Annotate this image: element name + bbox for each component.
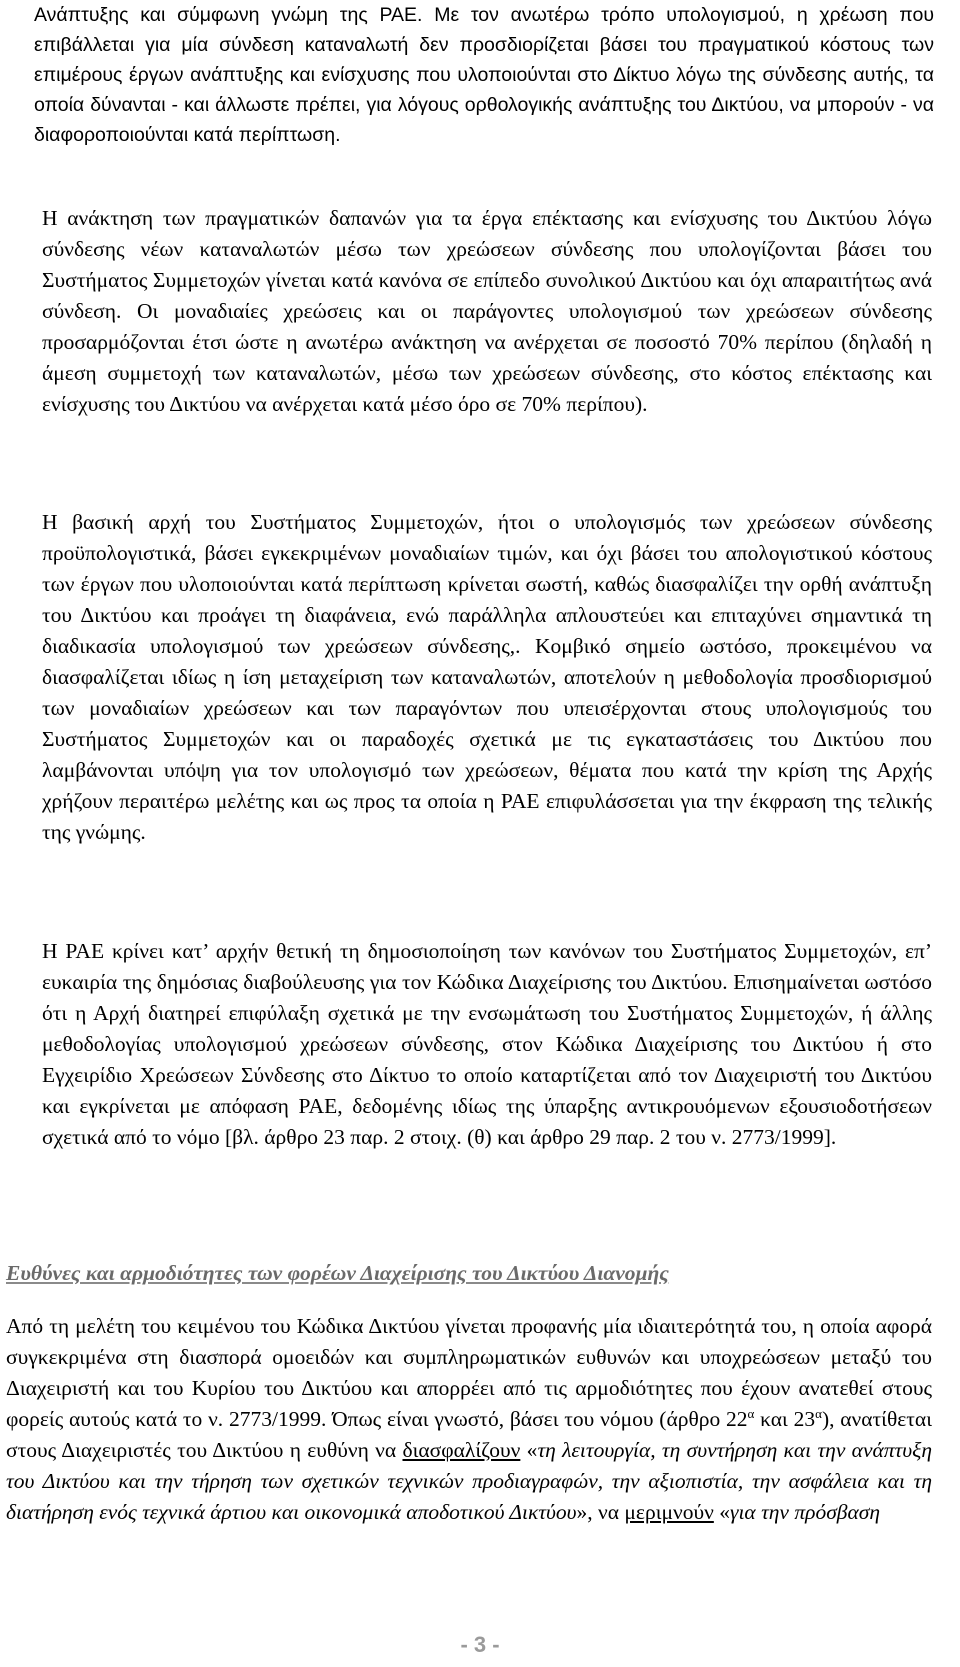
italic-quote-2: για την πρόσβαση [729, 1500, 881, 1524]
para4-text-4: « [520, 1438, 538, 1462]
paragraph-rae-position: Η ΡΑΕ κρίνει κατ’ αρχήν θετική τη δημοσιοποίηση των κανόνων του Συστήματος Συμμετοχών, επ’ ευκαιρία της δημόσιας διαβούλευσης για τον Κώδικα Διαχείρισης του Δικτύου. Επισημαίνεται ωστόσο ότι η Αρχή διατηρεί επιφύλαξη σχετικά με την ενσωμάτωση του Συστήματος Συμμετοχών, ή άλλης μεθοδολογίας υπολογισμού χρεώσεων σύνδεσης, στον Κώδικα Διαχείρισης του Δικτύου ή στο Εγχειρίδιο Χρεώσεων Σύνδεσης στο Δίκτυο το οποίο καταρτίζεται από τον Διαχειριστή του Δικτύου και εγκρίνεται με απόφαση ΡΑΕ, δεδομένης ιδίως της ύπαρξης αντικρουόμενων εξουσιοδοτήσεων σχετικά από το νόμο [βλ. άρθρο 23 παρ. 2 στοιχ. (θ) και άρθρο 29 παρ. 2 του ν. 2773/1999]. [42, 939, 932, 1149]
superscript-alpha-2: α [815, 1405, 822, 1421]
para4-text-6: « [713, 1500, 730, 1524]
para4-text-2: και 23 [754, 1407, 816, 1431]
para4-text-5: », να [576, 1500, 625, 1524]
intro-paragraph: Ανάπτυξης και σύμφωνη γνώμη της ΡΑΕ. Με τον ανωτέρω τρόπο υπολογισμού, η χρέωση που επιβάλλεται για μία σύνδεση καταναλωτή δεν προσδιορίζεται βάσει του πραγματικού κόστους των επιμέρους έργων ανάπτυξης και ενίσχυσης που υλοποιούνται στο Δίκτυο λόγω της σύνδεσης αυτής, τα οποία δύνανται - και άλλωστε πρέπει, για λόγους ορθολογικής ανάπτυξης του Δικτύου, να μπορούν - να διαφοροποιούνται κατά περίπτωση. [34, 4, 934, 146]
underlined-term-2: μεριμνούν [624, 1500, 714, 1524]
italic-quote-1: τη λειτουργία, τη συντήρηση και την ανάπτυξη του Δικτύου και την τήρηση των σχετικών τεχνικών προδιαγραφών, την αξιοπιστία, την ασφάλεια και τη διατήρηση ενός τεχνικά άρτιου και οικονομικά αποδοτικού Δικτύου [6, 1438, 932, 1524]
paragraph-responsibilities [6, 1311, 932, 1528]
paragraph-basic-principle: Η βασική αρχή του Συστήματος Συμμετοχών, ήτοι ο υπολογισμός των χρεώσεων σύνδεσης προϋπολογιστικά, βάσει εγκεκριμένων μοναδιαίων τιμών, και όχι βάσει του απολογιστικού κόστους των έργων που υλοποιούνται κατά περίπτωση κρίνεται σωστή, καθώς διασφαλίζει την ορθή ανάπτυξη του Δικτύου και προάγει τη διαφάνεια, ενώ παράλληλα απλουστεύει και επιταχύνει σημαντικά τη διαδικασία υπολογισμού των χρεώσεων σύνδεσης,. Κομβικό σημείο ωστόσο, προκειμένου να διασφαλίζεται ιδίως η ίση μεταχείριση των καταναλωτών, αποτελούν η μεθοδολογία προσδιορισμού των μοναδιαίων χρεώσεων και των παραγόντων που υπεισέρχονται στους υπολογισμούς του Συστήματος Συμμετοχών και οι παραδοχές σχετικά με τις εγκαταστάσεις του Δικτύου που λαμβάνονται υπόψη για τον υπολογισμό των χρεώσεων, θέματα που κατά την κρίση της Αρχής χρήζουν περαιτέρω μελέτης και ως προς τα οποία η ΡΑΕ επιφυλάσσεται για την έκφραση της τελικής της γνώμης. [42, 510, 932, 844]
para4-text-1: Από τη μελέτη του κειμένου του Κώδικα Δικτύου γίνεται προφανής μία ιδιαιτερότητά του, η οποία αφορά συγκεκριμένα στη διασπορά ομοειδών και συμπληρωματικών ευθυνών και υποχρεώσεων μεταξύ του Διαχειριστή και του Κυρίου του Δικτύου και απορρέει από τις αρμοδιότητες που έχουν ανατεθεί στους φορείς αυτούς κατά το ν. 2773/1999. Όπως είναι γνωστό, βάσει του νόμου (άρθρο 22 [6, 1314, 932, 1431]
underlined-term-1: διασφαλίζουν [402, 1438, 521, 1462]
page-number: - 3 - [460, 1632, 500, 1657]
section-heading: Ευθύνες και αρμοδιότητες των φορέων Διαχείρισης του Δικτύου Διανομής [6, 1261, 669, 1285]
para4-text-3: ), ανατίθεται στους Διαχειριστές του Δικτύου η ευθύνη να [6, 1407, 932, 1462]
paragraph-cost-recovery: Η ανάκτηση των πραγματικών δαπανών για τα έργα επέκτασης και ενίσχυσης του Δικτύου λόγω σύνδεσης νέων καταναλωτών μέσω των χρεώσεων σύνδεσης που υπολογίζονται βάσει του Συστήματος Συμμετοχών γίνεται κατά κανόνα σε επίπεδο συνολικού Δικτύου και όχι απαραιτήτως ανά σύνδεση. Οι μοναδιαίες χρεώσεις και οι παράγοντες υπολογισμού των χρεώσεων σύνδεσης προσαρμόζονται έτσι ώστε η ανωτέρω ανάκτηση να ανέρχεται σε ποσοστό 70% περίπου (δηλαδή η άμεση συμμετοχή των καταναλωτών, μέσω των χρεώσεων σύνδεσης, στο κόστος επέκτασης και ενίσχυσης του Δικτύου να ανέρχεται κατά μέσο όρο σε 70% περίπου). [42, 206, 932, 416]
superscript-alpha-1: α [747, 1405, 755, 1421]
